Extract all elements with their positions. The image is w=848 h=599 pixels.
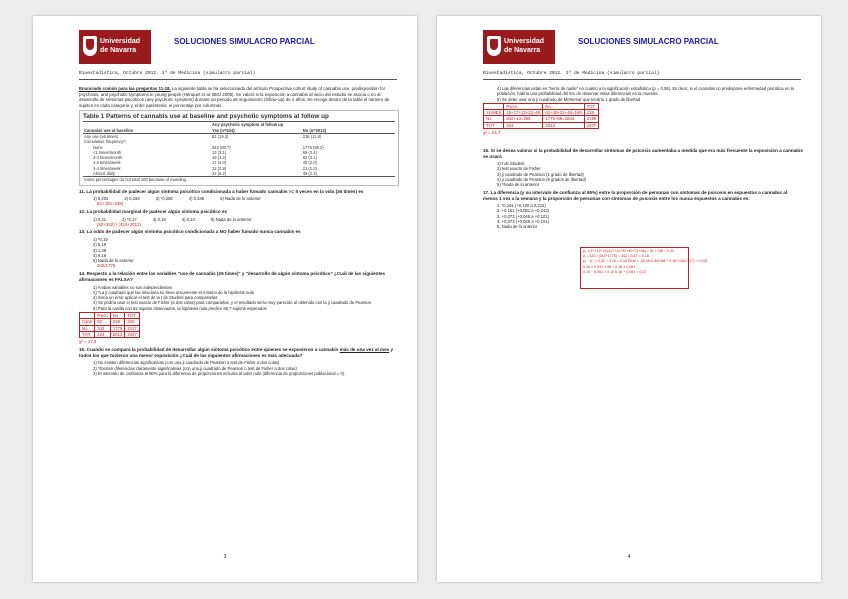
option: 4. +0,073 (+0,045 a +0,101) xyxy=(497,219,550,225)
option: 4) 0,13 xyxy=(181,216,195,222)
table-cell: No xyxy=(80,325,95,331)
q12-answer: (82+342) / (424+2013) xyxy=(97,221,141,227)
option: 2) 0,193 xyxy=(124,196,140,202)
option: 5) Nada de lo anterior xyxy=(220,196,261,202)
page-number: 3 xyxy=(223,554,227,560)
table-cell: Almost daily xyxy=(93,171,116,177)
document-title: SOLUCIONES SIMULACRO PARCIAL xyxy=(578,37,719,46)
table-cell: 17 (4.0) xyxy=(211,160,227,166)
table-cell: 2013 xyxy=(543,122,584,128)
table1-title: Table 1 Patterns of cannabis use at baseline and psychotic symptoms at follow up xyxy=(83,113,329,121)
table-cell: 2437 xyxy=(125,331,140,337)
table-cell: Cumulative frequency*: xyxy=(84,139,127,145)
table-cell: TOT xyxy=(584,103,599,109)
table1-col-header: No (n=2013) xyxy=(302,127,327,133)
table-cell: Psico xyxy=(95,312,111,318)
table-cell: 342 xyxy=(95,325,111,331)
table-cell: 2117 xyxy=(125,325,140,331)
table-row xyxy=(80,331,140,337)
table-cell: None xyxy=(93,144,103,150)
question-12: 12. La probabilidad marginal de padecer algún síntoma psicótico es xyxy=(79,209,228,215)
q15-text: y todos los que tuvieron una menor exposición ¿Cuál de las siguientes afirmaciones es más adecuada? xyxy=(79,346,394,358)
option: 5. Nada de lo anterior xyxy=(497,224,538,230)
question-13: 13. La odds de padecer algún síntoma psicótico condicionada a NO haber fumado nunca cannabis es xyxy=(79,229,301,235)
table-cell: 238 xyxy=(584,110,599,116)
table-cell: 18+17+12+22=69 xyxy=(504,110,543,116)
option: 3) *0,256 xyxy=(155,196,173,202)
option: 3) ji cuadrado de Pearson (1 grado de libertad) xyxy=(497,171,584,177)
question-16: 16. Si se desea valorar si la probabilidad de desarrollar síntomas de psicosis aumentaba a medida que era más frecuente la exposición a cannabis se usará xyxy=(483,147,803,159)
table-cell: 46 (2.3) xyxy=(302,171,317,177)
document-title: SOLUCIONES SIMULACRO PARCIAL xyxy=(174,37,315,46)
table-cell: 2437 xyxy=(584,122,599,128)
table-cell: 18 (4.2) xyxy=(211,155,227,161)
logo-line-1: Universidad xyxy=(504,38,545,45)
page-number: 4 xyxy=(627,554,631,560)
option: 1) 0,203 xyxy=(93,196,109,202)
table-cell: 13 (3.1) xyxy=(211,149,227,155)
table-cell: TOT xyxy=(80,331,95,337)
q17-options xyxy=(483,203,803,229)
table-cell: 62 (3.1) xyxy=(302,155,317,161)
table1 xyxy=(83,121,395,182)
option: 4) Las diferencias están en "tierra de nadie" en cuanto a la significación estadística (p = 0,06). Es decir, si el cannabis no predispone enfermedad psicótica en la población, habría una probabilidad del 6% de observar estas diferencias en la muestra. xyxy=(497,86,794,97)
table-cell: 320 xyxy=(125,319,140,325)
q17-calculation-box xyxy=(580,247,708,289)
table-cell: 238 xyxy=(110,319,125,325)
table-cell: 69 (3.4) xyxy=(302,149,317,155)
course-subheader: Bioestadística, Octubre 2012. 1º de Medicina (simulacro parcial) xyxy=(483,71,660,76)
option: 1) Ambas variables no son independientes xyxy=(93,284,172,290)
page-3 xyxy=(33,16,417,582)
calc-line: 0,16 ± 0,031·1,96 = 0,16 ± 0,061 xyxy=(583,264,636,269)
table-cell: TOT xyxy=(125,312,140,318)
q15-contingency-table xyxy=(483,103,599,129)
option: 5) Nada de lo anterior xyxy=(93,258,134,264)
option: 5) Para la casilla con 82 sujetos observados, la hipótesis nula predice 55,7 sujetos esperados xyxy=(93,305,267,311)
table-cell: 3-4 times/month xyxy=(93,155,123,161)
table-cell: >1/MES xyxy=(484,110,504,116)
table-cell: No xyxy=(543,103,584,109)
option: 4) 0,345 xyxy=(188,196,205,202)
option: 5) *Nada de lo anterior xyxy=(497,182,540,188)
table-cell: Psico xyxy=(504,103,543,109)
table-cell: 342+13=355 xyxy=(504,116,543,122)
logo-line-2: de Navarra xyxy=(504,47,541,54)
q15-options-continued xyxy=(483,86,803,102)
table-cell: 82 xyxy=(95,319,111,325)
university-logo xyxy=(79,30,151,64)
option: 3) 0,19 xyxy=(152,216,166,222)
q14-chi-square: χ² = 17,3 xyxy=(79,339,97,345)
option: 1) t de Student xyxy=(497,161,525,167)
q15-chi-square: χ² = 24,7 xyxy=(483,130,501,136)
q15-options xyxy=(79,360,399,376)
option: 3) 1,38 xyxy=(93,247,107,253)
option: 2) 5,19 xyxy=(93,242,107,248)
option: 2) *La ji cuadrado que las relaciona no tiene únicamente el mínimo de la hipótesis nula xyxy=(93,289,254,295)
option: 4) ji cuadrado de Pearson (5 grados de libertad) xyxy=(497,177,586,183)
table-cell: 2013 xyxy=(110,331,125,337)
table-cell: Cann xyxy=(80,319,95,325)
q13-answer: 342/1775 xyxy=(97,263,116,269)
table-cell: 22 (5.2) xyxy=(211,171,227,177)
option: 2) test exacto de Fisher xyxy=(497,166,541,172)
logo-line-2: de Navarra xyxy=(100,47,137,54)
calc-line: p₁ − p₂ = 0,32 − 0,16 = 0,16 EEM = √(0,16·0,84/158 + 0,16·0,84/2117) = 0,031 xyxy=(583,259,708,264)
question-17: 17. La diferencia (y su intervalo de confianza al 95%) entre la proporción de personas con síntomas de psicosis en expuestos a cannabis al menos 1 vez a la semana y la proporción de personas con síntomas de psicosis entre los nunca expuestos a cannabis es: xyxy=(483,189,788,201)
table1-col-header: Yes (n=424) xyxy=(211,127,235,133)
page-body xyxy=(483,86,803,230)
table-cell: 62+40+21+46=169 xyxy=(543,110,584,116)
q16-options xyxy=(483,161,803,187)
table-cell: 1775 xyxy=(110,325,125,331)
table1-col-header: Cannabis use at baseline xyxy=(84,127,133,133)
option: 3) Sería un error aplicar el test de la t de Student para compararlas xyxy=(93,295,218,301)
option: 5) Se debe usar una ji cuadrado de McNemar que tendría 1 grado de libertad xyxy=(497,96,641,102)
table-cell: 238 (11.8) xyxy=(302,133,395,139)
header-divider xyxy=(79,79,397,80)
q15-text: 15. Cuando se compara la probabilidad de desarrollar algún síntoma psicótico entre quienes se expusieron a cannabis xyxy=(79,346,339,352)
intro-paragraph xyxy=(79,86,399,108)
option: 1) *0,19 xyxy=(93,236,108,242)
page-4 xyxy=(437,16,821,582)
table-cell: 21 (1.0) xyxy=(302,165,317,171)
q14-contingency-table xyxy=(79,312,140,338)
option: 5) Nada de lo anterior xyxy=(210,216,252,222)
option: 1) 0,21 xyxy=(93,216,107,222)
q14-options xyxy=(79,285,399,311)
intro-text: La siguiente tabla se ha seleccionado del artículo Prospective cohort study of cannabis use, predisposition for psychosis, and psychotic symptoms in young people (Henquet et al. BMJ 2005). Se valoró si la exposición a cannabis al inicio del estudio se asocia o no al desarrollo de síntomas psicóticos (any psychotic symptom) durante un periodo de seguimiento (follow-up) de 4 años. Se recoge dentro de la tabla el número de sujetos en cada categoría y, entre paréntesis, el porcentaje por columnas. xyxy=(79,86,390,108)
calc-line: 0,16 − 0,061 = 0,10 0,16 + 0,061 = 0,22 xyxy=(583,269,647,274)
table-cell: 12 (2.8) xyxy=(211,165,227,171)
option: 3. +0,073 (+0,045 a +0,101) xyxy=(497,213,550,219)
intro-heading: Enunciado común para las preguntas 11-18. xyxy=(79,86,171,91)
q13-options xyxy=(79,237,399,263)
calc-line: p₁ =(17+12+22)/(17+12+22+40+21+46) = 51 / 158 = 0,32 xyxy=(583,249,674,253)
option: 1) No existen diferencias significativas (con una ji cuadrado de Pearson o test de Fisher a dos colas) xyxy=(93,360,280,366)
option: 2. +0,161 (+0,081 a +0,242) xyxy=(497,208,550,214)
question-11: 11. La probabilidad de padecer algún síntoma psicótico condicionada a haber fumado cannabis >= 5 veces en la vida (≥5 times) es xyxy=(79,188,364,194)
table-cell: 1775+69=1844 xyxy=(543,116,584,122)
table1-image xyxy=(79,110,399,185)
page-body xyxy=(79,86,399,376)
logo-line-1: Universidad xyxy=(100,38,141,45)
table-cell: No xyxy=(484,116,504,122)
crest-icon xyxy=(487,36,501,56)
option: 2) *Existen diferencias claramente significativas (con una ji cuadrado de Pearson o test de Fisher a dos colas) xyxy=(93,365,297,371)
table1-footnote: Some percentages do not total 100 because of rounding. xyxy=(83,177,395,183)
course-subheader: Bioestadística, Octubre 2012. 1º de Medicina (simulacro parcial) xyxy=(79,71,256,76)
table-cell: 40 (2.0) xyxy=(302,160,317,166)
table-cell: 1775 (88.2) xyxy=(302,144,324,150)
option: 3) El intervalo de confianza al 90% para la diferencia de proporciones incluiría al valor nulo (diferencia de proporciones poblacional = 0). xyxy=(93,370,346,376)
question-15 xyxy=(79,347,399,359)
question-14: 14. Respecto a la relación entre las variables "use de cannabis (≥5 times)" y "desarrollo de algún síntoma psicótico" ¿Cuál de las siguientes afirmaciones es FALSA? xyxy=(79,271,386,282)
table-row xyxy=(484,122,599,128)
option: 1. *0,161 (+0,100 a 0,222) xyxy=(497,203,546,209)
calc-line: p₂ =342 / (342+1775) = 342 / 2117 = 0,16 xyxy=(583,254,649,259)
table-cell: 342 (80.7) xyxy=(211,144,231,150)
q15-underlined: más de una vez al mes xyxy=(339,346,390,352)
table-cell: 2199 xyxy=(584,116,599,122)
table-cell: 1-2 times/week xyxy=(93,160,121,166)
option: 2) *0,17 xyxy=(122,216,137,222)
page-header xyxy=(483,30,801,66)
table-cell: 3-4 times/week xyxy=(93,165,121,171)
page-header xyxy=(79,30,397,66)
table-cell: 424 xyxy=(504,122,543,128)
q11-answer: 82 / (82+238) xyxy=(97,201,124,207)
table1-spanner: Any psychotic symptom at follow up xyxy=(211,122,395,128)
crest-icon xyxy=(83,36,97,56)
table-cell: <1 times/month xyxy=(93,149,122,155)
table-cell: 424 xyxy=(95,331,111,337)
table-cell: 82 (19.3) xyxy=(211,133,302,139)
option: 4) 0,16 xyxy=(93,252,107,258)
option: 4) Se podría usar el test exacto de Fisher (a dos colas) para compararlas, y el resultado sería muy parecido al obtenido con la ji cuadrado de Pearson xyxy=(93,300,371,306)
header-divider xyxy=(483,79,801,80)
table-cell: Any use (≥5 times) xyxy=(83,133,211,139)
table-cell: TOT xyxy=(484,122,504,128)
table-cell: No xyxy=(110,312,125,318)
university-logo xyxy=(483,30,555,64)
